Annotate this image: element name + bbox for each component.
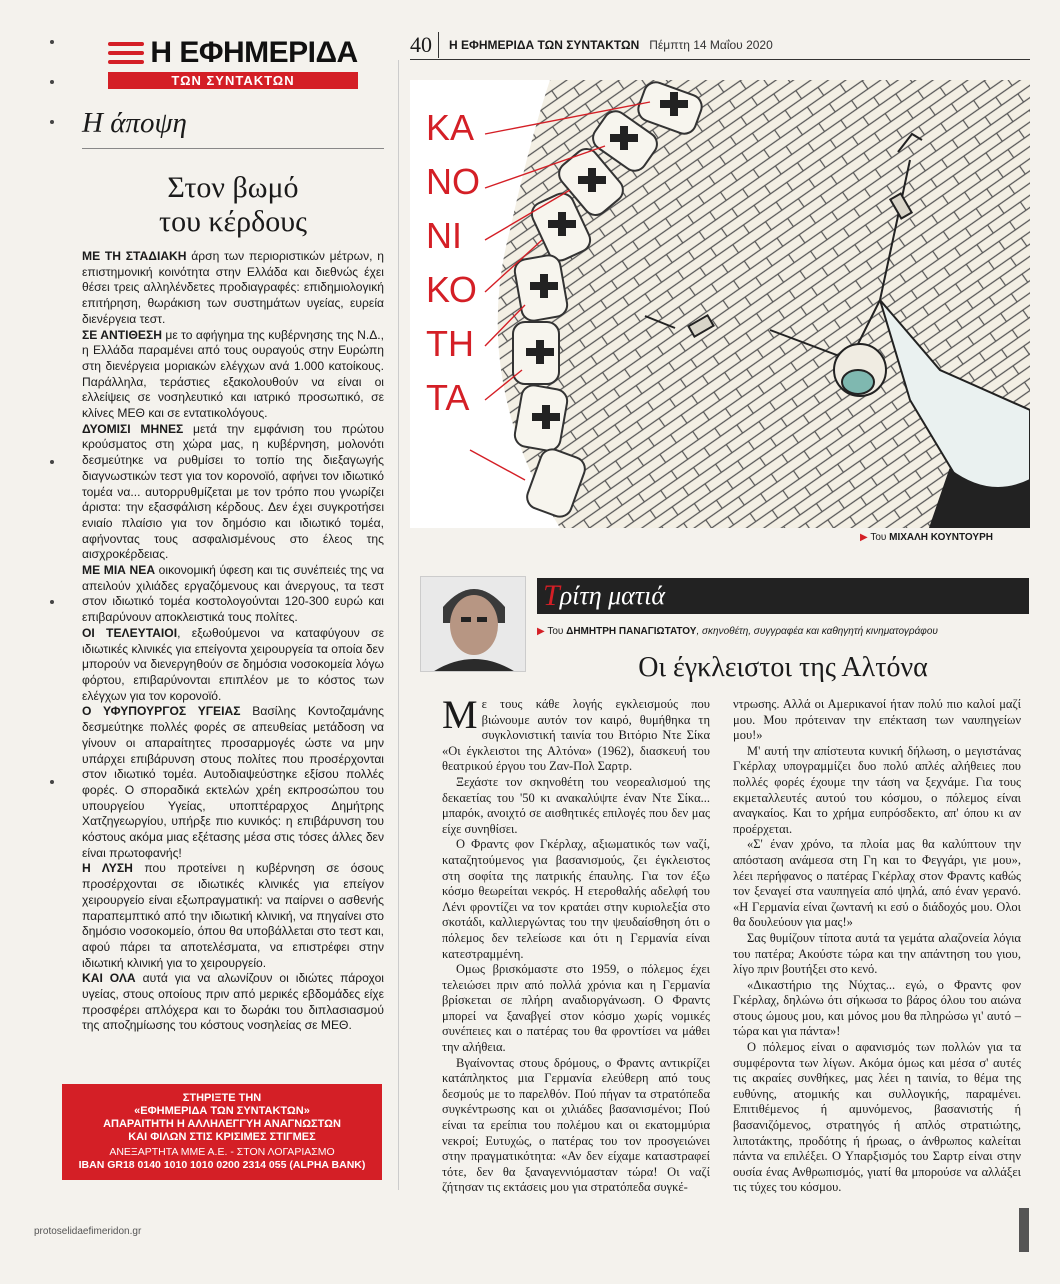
article-paragraph: Σας θυμίζουν τίποτα αυτά τα γεμάτα αλαζονεία λόγια του πατέρα; Ακούστε τώρα και την απάντηση του γιου, λίγο πριν βουτήξει στο κενό. bbox=[733, 930, 1021, 977]
column-title-bar bbox=[537, 578, 1029, 614]
article-paragraph: Βγαίνοντας στους δρόμους, ο Φραντς αντικρίζει κατάπληκτος μια Γερμανία ελεύθερη από τους δεσμούς με το παρελθόν. Πού πήγαν τα στρατόπεδα συγκέντρωσης και οι χιλιάδες βασανισμένοι; Πού είναι τα ερείπια του πολέμου και οι εκατομμύρια νεκροί; Ευτυχώς, ο πατέρας του τον προσγειώνει στην πραγματικότητα: «Αν δεν είχαμε καταστραφεί τότε, δεν θα ξαναγεννιόμασταν τώρα! Οι ναζί ζήτησαν τις εκτάσεις μου για στρατόπεδα συγκέ- bbox=[442, 1055, 710, 1195]
masthead-title: Η ΕΦΗΜΕΡΙΔΑ bbox=[150, 36, 358, 69]
author-photo bbox=[420, 576, 526, 672]
editorial-headline bbox=[82, 171, 384, 239]
dropcap: Μ bbox=[442, 692, 478, 737]
cartoon-credit: ▶ Του ΜΙΧΑΛΗ ΚΟΥΝΤΟΥΡΗ bbox=[860, 532, 993, 543]
editorial-paragraph: ΟΙ ΤΕΛΕΥΤΑΙΟΙ, εξωθούμενοι να καταφύγουν σε ιδιωτικές κλινικές για επείγοντα χειρουργεία τα οποία δεν μπορούν να διενεργηθούν σε δημόσια νοσοκομεία λόγω φόρτου, επιβαρύνονται επιπλέον με το κόστος των ελέγχων για τον κορονοϊό. bbox=[82, 625, 384, 703]
cartoon-illustration bbox=[410, 80, 1030, 528]
headline-line-2: του κέρδους bbox=[159, 205, 307, 238]
article-column-2 bbox=[733, 697, 1021, 1196]
cartoon-letter: ΚΟ bbox=[426, 269, 477, 310]
article-paragraph: «Δικαστήριο της Νύχτας... εγώ, ο Φραντς φον Γκέρλαχ, δηλώνω ότι σήκωσα το βάρος όλου του αιώνα στους ώμους μου, και μόνος μου θα πληρώσω γι' αυτό – τώρα και για πάντα»! bbox=[733, 977, 1021, 1039]
editorial-paragraph: ΜΕ ΜΙΑ ΝΕΑ οικονομική ύφεση και τις συνέπειές της να απειλούν χιλιάδες εργαζόμενους και άνεργους, τα τεστ στον ιδιωτικό τομέα κοστολογούνται 120-300 ευρώ και επιβαρύνουν αποκλειστικά τους πολίτες. bbox=[82, 563, 384, 625]
byline-arrow-icon: ▶ bbox=[537, 626, 545, 637]
headline-line-1: Στον βωμό bbox=[167, 171, 299, 204]
cartoon-drawing bbox=[410, 80, 1030, 528]
paper-name: Η ΕΦΗΜΕΡΙΔΑ ΤΩΝ ΣΥΝΤΑΚΤΩΝ bbox=[449, 37, 640, 52]
article-paragraph: «Σ' έναν χρόνο, τα πλοία μας θα καλύπτουν την απόσταση ανάμεσα στη Γη και το Φεγγάρι, γιε μου», λέει περήφανος ο πατέρας Γκέρλαχ στον Φραντς καθώς τον ξεναγεί στα ναυπηγεία από ψηλά, από έναν γερανό. «Η Γερμανία είναι ζωντανή κι εσύ ο διάδοχός μου. Ολοι θα δουλεύουν για μας!» bbox=[733, 837, 1021, 930]
support-box bbox=[62, 1084, 382, 1180]
support-line-3: ΑΠΑΡΑΙΤΗΤΗ Η ΑΛΛΗΛΕΓΓΥΗ ΑΝΑΓΝΩΣΤΩΝ bbox=[103, 1118, 341, 1130]
editorial-body bbox=[82, 249, 384, 1034]
editorial-paragraph: ΜΕ ΤΗ ΣΤΑΔΙΑΚΗ άρση των περιοριστικών μέτρων, η επιστημονική κοινότητα στην Ελλάδα και διεθνώς έχει θέσει τρεις αλληλένδετες προδιαγραφές: επιδημιολογική επιτήρηση, θωράκιση των συστημάτων υγείας, ευρεία διενέργεια τεστ. bbox=[82, 249, 384, 326]
editorial-paragraph: ΚΑΙ ΟΛΑ αυτά για να αλωνίζουν οι ιδιώτες πάροχοι υγείας, στους οποίους πριν από μερικές εβδομάδες είχε προσφέρει απλόχερα και το δωράκι του διπλασιασμού της αποζημίωσης του κόστους νοσηλείας σε ΜΕΘ. bbox=[82, 971, 384, 1033]
article-column-1 bbox=[442, 692, 710, 1196]
article-paragraph: Ο πόλεμος είναι ο αφανισμός των πολλών για τα συμφέροντα των λίγων. Ακόμα όμως και μέσα σ' αυτές τις ακραίες συνθήκες, μας λέει η ταινία, το θέμα της ευθύνης, ατομικής και συλλογικής, παραμένει. Επιτιθέμενος ή αμυνόμενος, βασανιστής ή βασανιζόμενος, στρατηγός ή απλός στρατιώτης, λιποτάκτης, προδότης ή ήρωας, ο άνθρωπος καλείται πάντα να επιλέξει. Ο Υπαρξισμός του Σαρτρ είναι στην ουσία ένας Ανθρωπισμός, γιατί θα μπορούσε να αλλάξει τις τύχες του κόσμου. bbox=[733, 1040, 1021, 1195]
scan-edge-mark bbox=[1019, 1208, 1029, 1252]
column-divider bbox=[398, 60, 399, 1190]
cartoon-letter: ΝΟ bbox=[426, 161, 480, 202]
credit-arrow-icon: ▶ bbox=[860, 532, 868, 543]
editorial-paragraph: ΔΥΟΜΙΣΙ ΜΗΝΕΣ μετά την εμφάνιση του πρώτου κρούσματος στη χώρα μας, η κυβέρνηση, μολονότι δεσμεύτηκε να ρυθμίσει το τοπίο της διεξαγωγής διαγνωστικών τεστ για τον κορονοϊό, αφήνει τον ιδιωτικό τομέα να... αυτορρυθμίζεται με τον τρόπο που γνωρίζει άριστα: την εξασφάλιση κέρδους. Δεν έχει συγκροτήσει ενιαίο πλαίσιο για τον δημόσιο και ιδιωτικό τομέα, αφήνοντας τους ασφαλισμένους στο έλεος της αισχροκέρδειας. bbox=[82, 421, 385, 562]
page-header bbox=[410, 30, 1030, 60]
support-iban: IBAN GR18 0140 1010 1010 0200 2314 055 (ALPHA BANK) bbox=[78, 1159, 366, 1171]
article-paragraph: Ομως βρισκόμαστε στο 1959, ο πόλεμος έχει τελειώσει πριν από πολλά χρόνια και η Γερμανία βρίσκεται σε πλήρη αναδιοργάνωση. Ο Φραντς μπορεί να ξαναβγεί στον κόσμο χωρίς νομικές συνέπειες και ο πατέρας του θα φροντίσει να μάθει την αλήθεια. bbox=[442, 962, 710, 1055]
editorial-column bbox=[82, 36, 384, 1034]
cartoonist-name: ΜΙΧΑΛΗ ΚΟΥΝΤΟΥΡΗ bbox=[889, 532, 993, 543]
byline: ▶ Του ΔΗΜΗΤΡΗ ΠΑΝΑΓΙΩΤΑΤΟΥ, σκηνοθέτη, συγγραφέα και καθηγητή κινηματογράφου bbox=[537, 626, 938, 637]
author-name: ΔΗΜΗΤΡΗ ΠΑΝΑΓΙΩΤΑΤΟΥ bbox=[566, 626, 697, 637]
article-title: Οι έγκλειστοι της Αλτόνα bbox=[638, 652, 928, 683]
cartoon-letter: ΚΑ bbox=[426, 107, 475, 148]
article-paragraph: Ο Φραντς φον Γκέρλαχ, αξιωματικός των ναζί, καταζητούμενος για βασανισμούς, ζει έγκλειστος στη σοφίτα της πατρικής έπαυλης. Για τον έξω κόσμο θεωρείται νεκρός. Η ετεροθαλής αδελφή του Λένι φροντίζει να τον κρατάει στην κυριολεξία στο σκοτάδι, καλλιεργώντας του την ψευδαίσθηση ότι ο πόλεμος δεν τελείωσε και ότι η Γερμανία είναι κατεστραμμένη. bbox=[442, 837, 710, 961]
editorial-paragraph: Ο ΥΦΥΠΟΥΡΓΟΣ ΥΓΕΙΑΣ Βασίλης Κοντοζαμάνης δεσμεύτηκε πολλές φορές σε απευθείας μετάδοση να γίνουν οι απαραίτητες προσαρμογές ώστε να μην υπάρχει επιβάρυνση στους πολίτες που προσέρχονται στον ιδιωτικό τομέα. Αυτοδιαψεύστηκε εξίσου πολλές φορές. Ο σποραδικά εκτελών χρέη εκπροσώπου του υπουργείου Υγείας, υποπτέραρχος Δημήτρης Χατζηγεωργίου, υπήρξε πιο κυνικός: η επιβάρυνση του κόστους ακόμα μιας εξέτασης μέσα στις τόσες άλλες δεν είναι πρωτοφανής! bbox=[82, 704, 384, 860]
support-line-5: ΑΝΕΞΑΡΤΗΤΑ ΜΜΕ Α.Ε. - ΣΤΟΝ ΛΟΓΑΡΙΑΣΜΟ bbox=[109, 1146, 335, 1158]
column-title-initial: Τ bbox=[543, 579, 560, 612]
column-title: ρίτη ματιά bbox=[559, 581, 665, 610]
cartoon-letter: ΤΗ bbox=[426, 323, 474, 364]
section-label: Η άποψη bbox=[82, 107, 384, 149]
cartoon-letter: ΤΑ bbox=[426, 377, 470, 418]
article-paragraph: ντρωσης. Αλλά οι Αμερικανοί ήταν πολύ πιο καλοί μαζί μου. Μου πρότειναν την επέκταση των ναυπηγείων μου!» bbox=[733, 697, 1021, 743]
source-watermark: protoselidaefimeridon.gr bbox=[34, 1226, 142, 1237]
masthead-speed-lines-icon bbox=[108, 42, 144, 64]
support-line-4: ΚΑΙ ΦΙΛΩΝ ΣΤΙΣ ΚΡΙΣΙΜΕΣ ΣΤΙΓΜΕΣ bbox=[128, 1131, 316, 1143]
masthead bbox=[82, 36, 384, 89]
author-portrait-icon bbox=[421, 577, 526, 672]
article-paragraph: Με τους κάθε λογής εγκλεισμούς που βιώνουμε αυτόν τον καιρό, θυμήθηκα τη συγκλονιστική ταινία του Βιτόριο Ντε Σίκα «Οι έγκλειστοι της Αλτόνα» (1962), διασκευή του θεατρικού έργου του Ζαν-Πολ Σαρτρ. bbox=[442, 692, 710, 774]
cartoon-letter: ΝΙ bbox=[426, 215, 462, 256]
article-paragraph: Ξεχάστε τον σκηνοθέτη του νεορεαλισμού της δεκαετίας του '50 κι ανακαλύψτε έναν Ντε Σίκα... μπαρόκ, ανοιχτό σε αισθητικές επιλογές που δεν μας είχε συνηθίσει. bbox=[442, 774, 710, 836]
issue-date: Πέμπτη 14 Μαΐου 2020 bbox=[649, 37, 773, 52]
scan-margin-marks bbox=[50, 40, 58, 840]
page-number: 40 bbox=[410, 32, 439, 58]
editorial-paragraph: ΣΕ ΑΝΤΙΘΕΣΗ με το αφήγημα της κυβέρνησης της Ν.Δ., η Ελλάδα παραμένει από τους ουραγούς στην Ευρώπη στη διενέργεια μοριακών ελέγχων ανά 1.000 κατοίκους. Παράλληλα, τεράστιες εξακολουθούν να είναι οι ελλείψεις σε νοσηλευτικό και ιατρικό προσωπικό, σε κλίνες ΜΕΘ και σε εντατικολόγους. bbox=[82, 327, 384, 421]
editorial-paragraph: Η ΛΥΣΗ που προτείνει η κυβέρνηση σε όσους προσέρχονται σε ιδιωτικές κλινικές για επείγον χειρουργείο είναι εξωπραγματική: να παίρνει ο ασθενής παραπεμπτικό από την ιδιωτική κλινική, να πηγαίνει στο δημόσιο νοσοκομείο, όπου θα υποβάλλεται στο τεστ και, αφού πάρει τα αποτελέσματα, να επιστρέφει στην ιδιωτική κλινική για το χειρουργείο. bbox=[82, 861, 384, 970]
support-line-2: «ΕΦΗΜΕΡΙΔΑ ΤΩΝ ΣΥΝΤΑΚΤΩΝ» bbox=[134, 1105, 310, 1117]
article-paragraph: Μ' αυτή την απίστευτα κυνική δήλωση, ο μεγιστάνας Γκέρλαχ υπογραμμίζει δυο πολύ απλές αλήθειες που πολλές φορές έχουμε την τάση να ξεχνάμε. Για τους εκμεταλλευτές αυτού του κόσμου, ο πόλεμος είναι αναγκαίος. Και το χρήμα ευπρόσδεκτο, απ' όπου κι αν προέρχεται. bbox=[733, 743, 1021, 836]
support-line-1: ΣΤΗΡΙΞΤΕ ΤΗΝ bbox=[182, 1092, 262, 1104]
masthead-subtitle: ΤΩΝ ΣΥΝΤΑΚΤΩΝ bbox=[108, 72, 358, 89]
author-role: , σκηνοθέτη, συγγραφέα και καθηγητή κινηματογράφου bbox=[696, 626, 938, 637]
